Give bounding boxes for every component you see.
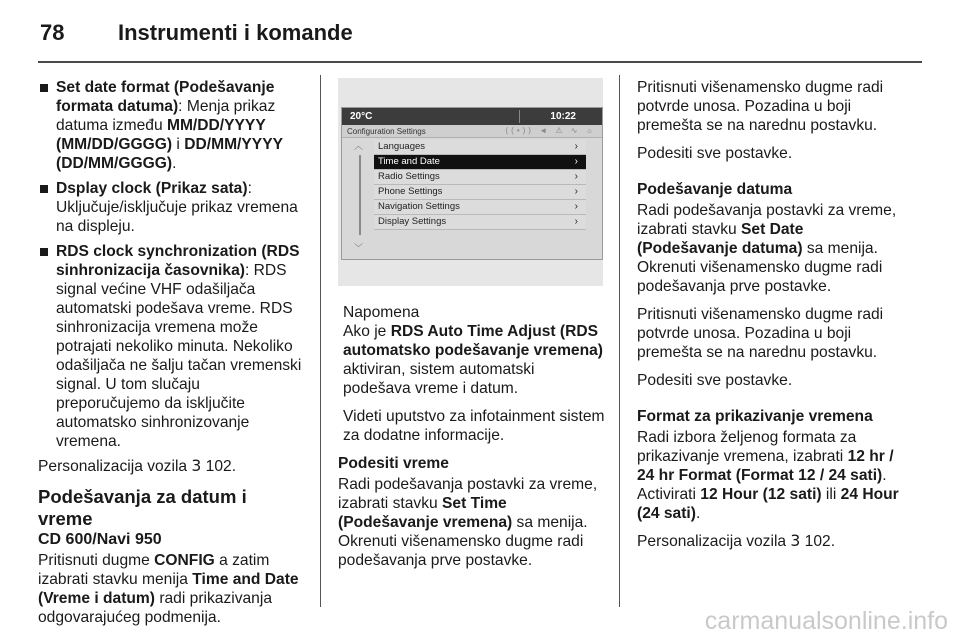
menu-item[interactable] <box>374 155 586 170</box>
page-title: Instrumenti i komande <box>118 20 353 45</box>
set-time-paragraph: Radi podešavanja postavki za vreme, izabrati stavku Set Time (Podešavanje vremena) sa menija. Okrenuti višenamensko dugme radi podešavanja prve postavke. <box>338 476 598 569</box>
header-rule <box>38 61 922 63</box>
chevron-right-icon: › <box>574 156 578 167</box>
menu-item-label: Navigation Settings <box>378 201 460 212</box>
heading-set-time: Podesiti vreme <box>338 455 449 472</box>
arrow-ref-icon: 3 <box>191 457 202 475</box>
cross-reference-2: Personalizacija vozila 3 102. <box>637 532 836 550</box>
menu-item-label: Time and Date <box>378 156 440 167</box>
cross-reference: Personalizacija vozila 3 102. <box>38 457 237 475</box>
confirm-paragraph: Pritisnuti višenamensko dugme radi potvrde unosa. Pozadina u boji premešta se na narednu postavku. <box>637 79 884 134</box>
adjust-all-paragraph-2: Podesiti sve postavke. <box>637 372 793 389</box>
page-number: 78 <box>40 20 65 45</box>
set-date-paragraph: Radi podešavanja postavki za vreme, izabrati stavku Set Date (Podešavanje datuma) sa menija. Okrenuti višenamensko dugme radi podešavanja prve postavke. <box>637 202 897 295</box>
status-bar-separator <box>519 110 520 123</box>
note-title: Napomena <box>343 304 420 321</box>
menu-item[interactable] <box>374 215 586 230</box>
menu-item[interactable] <box>374 185 586 200</box>
section-heading: Podešavanja za datum i vreme <box>38 486 247 529</box>
left-column <box>38 78 304 636</box>
bullet-square-icon <box>40 248 48 256</box>
menu-item-label: Phone Settings <box>378 186 443 197</box>
column-divider-1 <box>320 75 321 607</box>
heading-set-date: Podešavanje datuma <box>637 181 793 198</box>
menu-item[interactable] <box>374 200 586 215</box>
clock-readout: 10:22 <box>550 111 576 122</box>
column-divider-2 <box>619 75 620 607</box>
settings-menu <box>374 140 586 230</box>
menu-item[interactable] <box>374 140 586 155</box>
right-column <box>637 78 905 560</box>
time-format-paragraph: Radi izbora željenog formata za prikazivanje vremena, izabrati 12 hr / 24 hr Format (Format 12 / 24 sati). Activirati 12 Hour (12 sati) ili 24 Hour (24 sati). <box>637 429 899 522</box>
chevron-right-icon: › <box>574 186 578 197</box>
screen-status-bar <box>342 108 602 125</box>
bullet-square-icon <box>40 185 48 193</box>
infotainment-screen-figure <box>338 78 603 286</box>
menu-item-label: Languages <box>378 141 426 152</box>
chevron-right-icon: › <box>574 171 578 182</box>
status-icons: ((•)) ◄ ⚠ ∿ ☼ <box>505 126 596 135</box>
scroll-down-icon[interactable]: ﹀ <box>354 243 364 253</box>
config-paragraph: Pritisnuti dugme CONFIG a zatim izabrati stavku menija Time and Date (Vreme i datum) radi prikazivanja odgovarajućeg podmenija. <box>38 552 299 626</box>
infotainment-screen <box>341 107 603 260</box>
screen-title: Configuration Settings <box>347 127 426 136</box>
note-box <box>343 303 606 445</box>
menu-item-label: Radio Settings <box>378 171 440 182</box>
bullet-display-clock: Dsplay clock (Prikaz sata): Uključuje/isključuje prikaz vremena na displeju. <box>38 179 304 236</box>
note-paragraph: Ako je RDS Auto Time Adjust (RDS automatsko podešavanje vremena) aktiviran, sistem automatski podešava vreme i datum. <box>343 323 603 397</box>
screen-title-bar <box>342 125 602 138</box>
bullet-set-date-format: Set date format (Podešavanje formata datuma): Menja prikaz datuma između MM/DD/YYYY (MM/DD/GGGG) i DD/MM/YYYY (DD/MM/GGGG). <box>38 78 304 173</box>
chevron-right-icon: › <box>574 216 578 227</box>
scrollbar[interactable] <box>359 155 361 235</box>
bullet-square-icon <box>40 84 48 92</box>
scroll-up-icon[interactable]: ︿ <box>354 141 364 151</box>
confirm-paragraph-2: Pritisnuti višenamensko dugme radi potvrde unosa. Pozadina u boji premešta se na narednu postavku. <box>637 306 884 361</box>
page-header <box>0 0 960 62</box>
chevron-right-icon: › <box>574 141 578 152</box>
watermark: carmanualsonline.info <box>704 607 948 635</box>
middle-column <box>338 303 606 579</box>
adjust-all-paragraph: Podesiti sve postavke. <box>637 145 793 162</box>
heading-time-format: Format za prikazivanje vremena <box>637 408 873 425</box>
note-paragraph-2: Videti uputstvo za infotainment sistem za dodatne informacije. <box>343 408 605 444</box>
temperature-readout: 20°C <box>350 111 373 122</box>
sub-heading: CD 600/Navi 950 <box>38 531 162 548</box>
menu-item-label: Display Settings <box>378 216 447 227</box>
bullet-rds-sync: RDS clock synchronization (RDS sinhronizacija časovnika): RDS signal većine VHF odašiljača automatski podešava vreme. RDS sinhronizacija vremena može potrajati nekoliko minuta. Nekoliko odašiljača ne šalju tačan vremenski signal. U tom slučaju preporučujemo da isključite automatsko sinhronizovanje vremena. <box>38 242 304 451</box>
arrow-ref-icon: 3 <box>790 532 801 550</box>
chevron-right-icon: › <box>574 201 578 212</box>
menu-item[interactable] <box>374 170 586 185</box>
